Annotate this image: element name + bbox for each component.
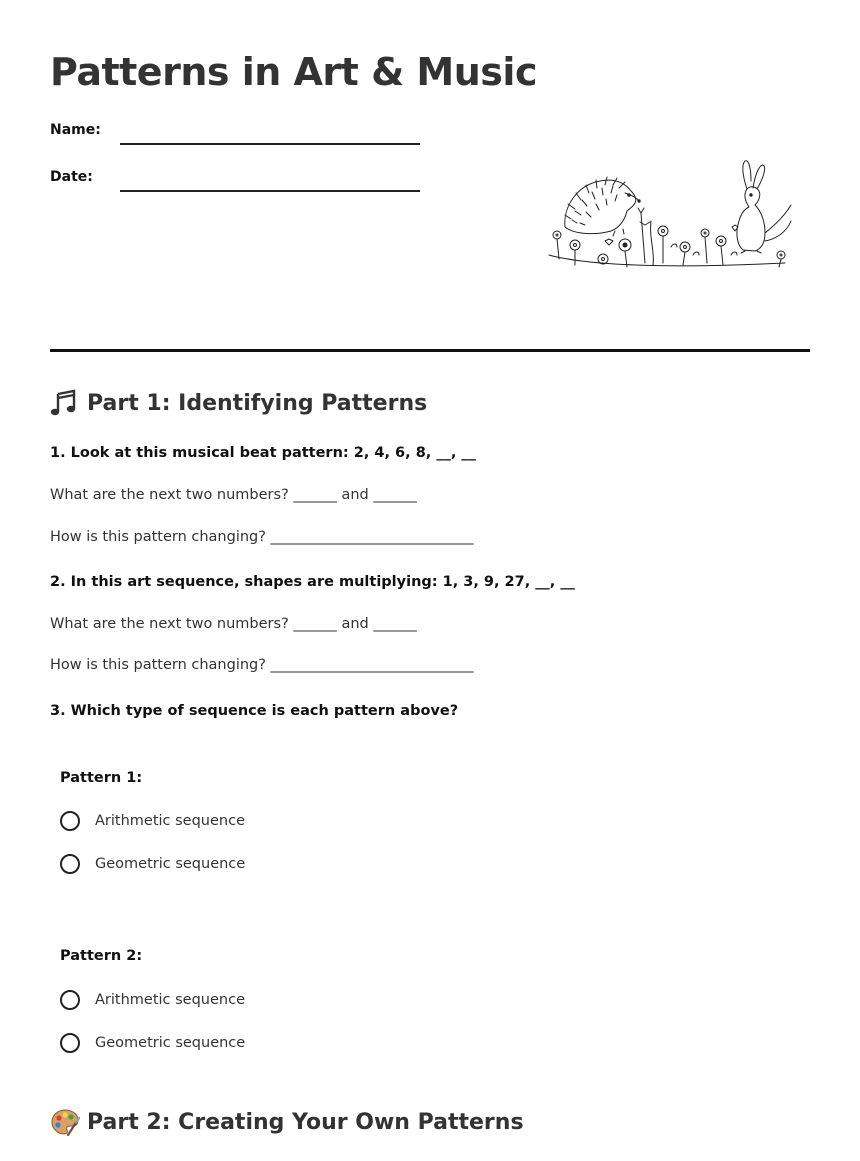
date-line[interactable] [120, 190, 420, 192]
option-label: Geometric sequence [95, 1035, 246, 1051]
pattern-2-label: Pattern 2: [60, 948, 143, 964]
artist-palette-icon [50, 1107, 80, 1137]
radio-button[interactable] [60, 811, 80, 831]
question-2-how-changing[interactable]: How is this pattern changing? ____________________________ [50, 657, 474, 673]
radio-button[interactable] [60, 990, 80, 1010]
question-2-next-numbers[interactable]: What are the next two numbers? ______ and ______ [50, 616, 417, 632]
date-label: Date: [50, 169, 93, 185]
pattern-1-option-arithmetic[interactable] [60, 808, 245, 834]
part2-heading [50, 1107, 524, 1137]
option-label: Geometric sequence [95, 856, 246, 872]
option-label: Arithmetic sequence [95, 992, 245, 1008]
pattern-1-option-geometric[interactable] [60, 851, 245, 877]
hedgehog-rabbit-illustration [545, 155, 795, 275]
part1-heading [50, 388, 427, 418]
page-title: Patterns in Art & Music [50, 50, 537, 94]
question-1-how-changing[interactable]: How is this pattern changing? ____________________________ [50, 529, 474, 545]
question-3-prompt: 3. Which type of sequence is each pattern above? [50, 703, 459, 719]
name-field[interactable] [50, 122, 430, 152]
radio-button[interactable] [60, 1033, 80, 1053]
date-field[interactable] [50, 169, 430, 199]
question-1-prompt: 1. Look at this musical beat pattern: 2, 4, 6, 8, __, __ [50, 445, 476, 461]
musical-note-icon [50, 388, 80, 418]
pattern-2-option-arithmetic[interactable] [60, 987, 245, 1013]
radio-button[interactable] [60, 854, 80, 874]
pattern-1-label: Pattern 1: [60, 770, 143, 786]
pattern-2-option-geometric[interactable] [60, 1030, 245, 1056]
question-1-next-numbers[interactable]: What are the next two numbers? ______ and ______ [50, 487, 417, 503]
part2-heading-text: Part 2: Creating Your Own Patterns [87, 1109, 524, 1135]
section-divider [50, 349, 810, 352]
name-label: Name: [50, 122, 101, 138]
part1-heading-text: Part 1: Identifying Patterns [87, 390, 428, 416]
question-2-prompt: 2. In this art sequence, shapes are multiplying: 1, 3, 9, 27, __, __ [50, 574, 575, 590]
option-label: Arithmetic sequence [95, 813, 245, 829]
name-line[interactable] [120, 143, 420, 145]
